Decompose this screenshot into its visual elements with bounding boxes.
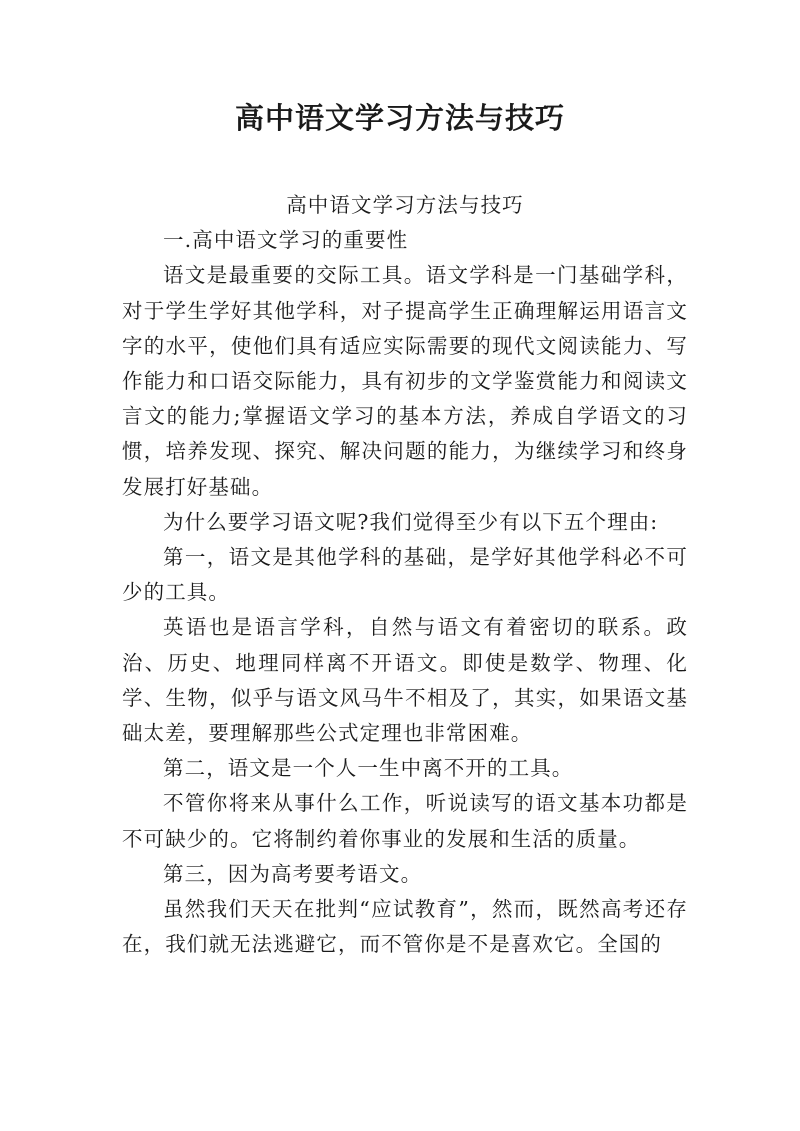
paragraph: 第一，语文是其他学科的基础，是学好其他学科必不可少的工具。 — [122, 545, 688, 605]
paragraph: 虽然我们天天在批判“应试教育”，然而，既然高考还存在，我们就无法逃避它，而不管你是不是喜欢它。全国的 — [122, 897, 688, 957]
paragraph: 为什么要学习语文呢?我们觉得至少有以下五个理由: — [163, 509, 659, 534]
paragraph: 英语也是语言学科，自然与语文有着密切的联系。政治、历史、地理同样离不开语文。即使是数学、物理、化学、生物，似乎与语文风马牛不相及了，其实，如果语文基础太差，要理解那些公式定理也非常困难。 — [122, 615, 688, 746]
document-subtitle: 高中语文学习方法与技巧 — [286, 193, 524, 217]
paragraph: 不管你将来从事什么工作，听说读写的语文基本功都是不可缺少的。它将制约着你事业的发展和生活的质量。 — [122, 791, 688, 851]
paragraph: 第三，因为高考要考语文。 — [163, 861, 423, 886]
document-body — [122, 188, 688, 962]
paragraph: 语文是最重要的交际工具。语文学科是一门基础学科，对于学生学好其他学科，对子提高学生正确理解运用语言文字的水平，使他们具有适应实际需要的现代文阅读能力、写作能力和口语交际能力，具有初步的文学鉴赏能力和阅读文言文的能力;掌握语文学习的基本方法，养成自学语文的习惯，培养发现、探究、解决问题的能力，为继续学习和终身发展打好基础。 — [122, 263, 688, 499]
document-title: 高中语文学习方法与技巧 — [234, 101, 565, 135]
paragraph: 第二，语文是一个人一生中离不开的工具。 — [163, 756, 574, 781]
section-heading: 一.高中语文学习的重要性 — [163, 228, 409, 253]
